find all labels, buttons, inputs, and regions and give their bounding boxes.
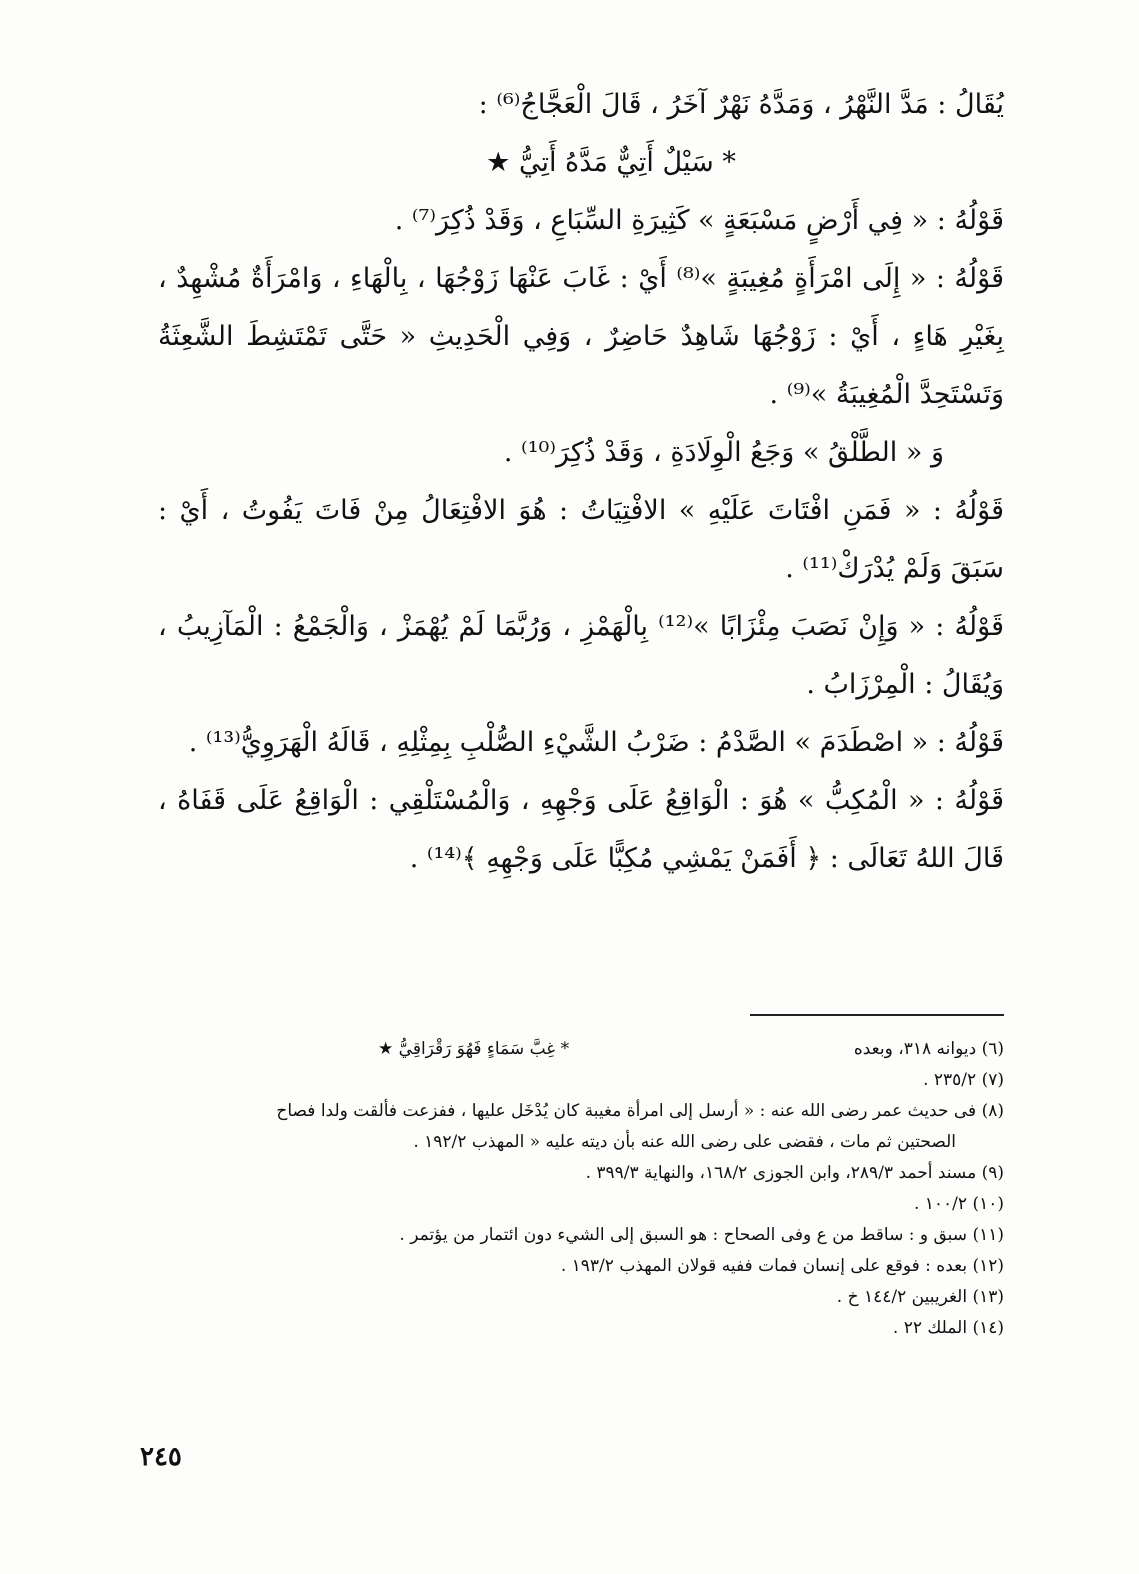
text-line-talq: وَ « الطَّلْقُ » وَجَعُ الْوِلَادَةِ ، وَقَدْ ذُكِرَ⁽¹⁰⁾ .	[503, 437, 944, 468]
footnote-13: (١٣) الغريبين ١٤٤/٢ خ .	[836, 1287, 1004, 1307]
poetry-verse: * سَيْلٌ أَتِيٌّ مَدَّهُ أَتِيُّ ★	[486, 147, 736, 178]
page-number: ٢٤٥	[140, 1442, 182, 1472]
text-line-iftiyat: قَوْلُهُ : « فَمَنِ افْتَاتَ عَلَيْهِ » الافْتِيَاتُ : هُوَ الافْتِعَالُ مِنْ فَاتَ يَفُوتُ ، أَيْ : سَبَقَ وَلَمْ يُدْرَكْ⁽¹¹⁾ .	[158, 495, 1004, 584]
footnote-6-text: (٦) ديوانه ٣١٨، وبعده	[853, 1039, 1004, 1059]
text-line-masbaa: قَوْلُهُ : « فِي أَرْضٍ مَسْبَعَةٍ » كَثِيرَةِ السِّبَاعِ ، وَقَدْ ذُكِرَ⁽⁷⁾ .	[394, 205, 1004, 236]
footnote-6-verse: * غِبَّ سَمَاءٍ فَهُوَ رَقْرَاقِيُّ ★	[378, 1039, 570, 1059]
footnote-11: (١١) سبق و : ساقط من ع وفى الصحاح : هو السبق إلى الشيء دون ائتمار من يؤتمر .	[399, 1225, 1004, 1245]
text-line-mukib: قَوْلُهُ : « الْمُكِبُّ » هُوَ : الْوَاقِعُ عَلَى وَجْهِهِ ، وَالْمُسْتَلْقِي : الْوَاقِعُ عَلَى قَفَاهُ ، قَالَ اللهُ تَعَالَى : ﴿ أَفَمَنْ يَمْشِي مُكِبًّا عَلَى وَجْهِهِ ﴾⁽¹⁴⁾ .	[158, 785, 1004, 874]
footnote-7: (٧) ٢٣٥/٢ .	[923, 1070, 1004, 1090]
text-line-ajjaj: يُقَالُ : مَدَّ النَّهْرُ ، وَمَدَّهُ نَهْرٌ آخَرُ ، قَالَ الْعَجَّاجُ⁽⁶⁾ :	[478, 89, 1004, 120]
text-line-istadama: قَوْلُهُ : « اصْطَدَمَ » الصَّدْمُ : ضَرْبُ الشَّيْءِ الصُّلْبِ بِمِثْلِهِ ، قَالَهُ الْهَرَوِيُّ⁽¹³⁾ .	[188, 727, 1004, 758]
footnotes	[158, 1034, 1004, 1344]
text-line-mizab: قَوْلُهُ : « وَإِنْ نَصَبَ مِئْزَابًا »⁽¹²⁾ بِالْهَمْزِ ، وَرُبَّمَا لَمْ يُهْمَزْ ، وَالْجَمْعُ : الْمَآزِيبُ ، وَيُقَالُ : الْمِرْزَابُ .	[158, 611, 1004, 700]
footnote-12: (١٢) بعده : فوقع على إنسان فمات ففيه قولان المهذب ١٩٣/٢ .	[560, 1256, 1004, 1276]
footnote-9: (٩) مسند أحمد ٢٨٩/٣، وابن الجوزى ١٦٨/٢، والنهاية ٣٩٩/٣ .	[585, 1163, 1004, 1183]
footnote-8-continued: الصحتين ثم مات ، فقضى على رضى الله عنه بأن ديته عليه « المهذب ١٩٢/٢ .	[413, 1132, 956, 1152]
text-line-mughiba: قَوْلُهُ : « إِلَى امْرَأَةٍ مُغِيبَةٍ »⁽⁸⁾ أَيْ : غَابَ عَنْهَا زَوْجُهَا ، بِالْهَاءِ ، وَامْرَأَةٌ مُشْهِدٌ ، بِغَيْرِ هَاءٍ ، أَيْ : زَوْجُهَا شَاهِدٌ حَاضِرٌ ، وَفِي الْحَدِيثِ « حَتَّى تَمْتَشِطَ الشَّعِثَةُ وَتَسْتَحِدَّ الْمُغِيبَةُ »⁽⁹⁾ .	[158, 263, 1004, 410]
footnote-separator	[750, 1014, 1004, 1016]
main-text	[158, 76, 1004, 888]
footnote-8: (٨) فى حديث عمر رضى الله عنه : « أرسل إلى امرأة مغيبة كان يُدْخَل عليها ، ففزعت فألقت ولدا فصاح	[276, 1101, 1004, 1121]
footnote-6	[158, 1034, 1004, 1065]
footnote-14: (١٤) الملك ٢٢ .	[892, 1318, 1004, 1338]
footnote-10: (١٠) ١٠٠/٢ .	[913, 1194, 1004, 1214]
